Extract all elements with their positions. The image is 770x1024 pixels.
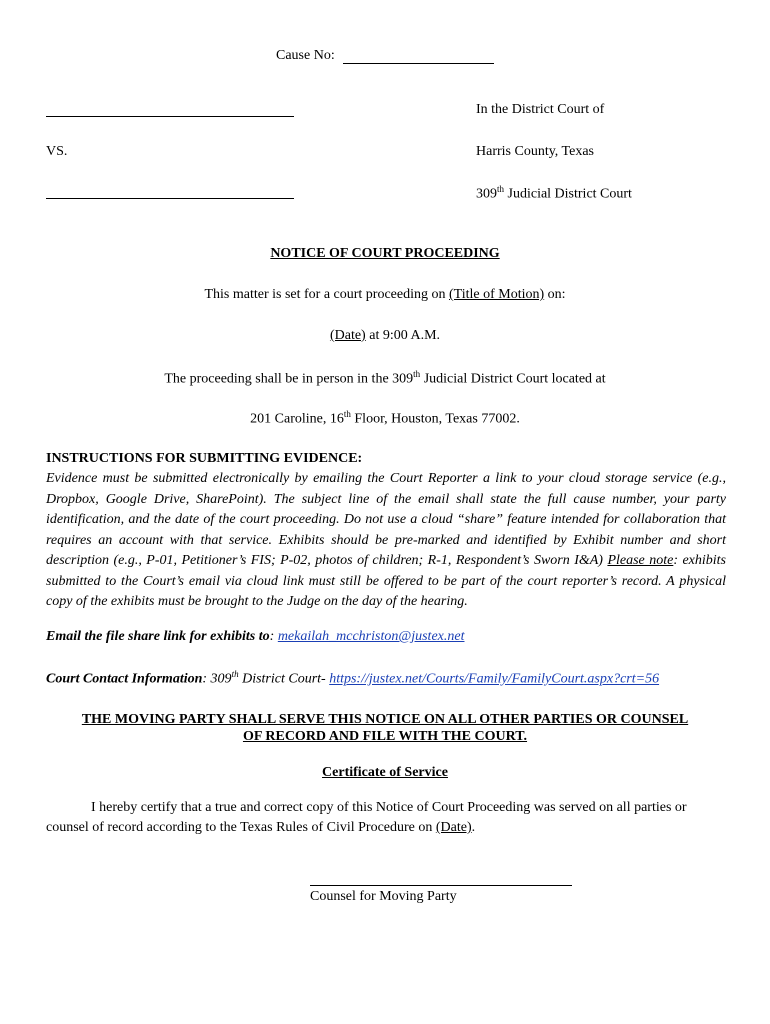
cause-number-label	[276, 48, 335, 65]
court-line-2: Harris County, Texas	[476, 144, 595, 159]
notice-line-3	[0, 369, 770, 388]
certificate-end: .	[471, 820, 476, 835]
cause-label-text: Cause No:	[276, 48, 335, 63]
contact-label: Court Contact Information	[46, 671, 203, 687]
serve-notice-line-1: THE MOVING PARTY SHALL SERVE THIS NOTICE ON ALL OTHER PARTIES OR COUNSEL	[81, 712, 689, 727]
email-label: Email the file share link for exhibits to	[46, 629, 270, 644]
court-line-1: In the District Court of	[476, 102, 605, 117]
signature-label: Counsel for Moving Party	[310, 889, 457, 904]
signature-line[interactable]	[310, 885, 572, 886]
certificate-text: I hereby certify that a true and correct copy of this Notice of Court Proceeding was served on all parties or counsel of record according to the Texas Rules of Civil Procedure on	[46, 800, 687, 835]
certificate-body	[46, 798, 726, 838]
contact-court-text: District Court-	[238, 671, 330, 687]
instructions-body	[46, 469, 726, 613]
court-website-link[interactable]: https://justex.net/Courts/Family/FamilyCourt.aspx?crt=56	[329, 671, 660, 687]
instructions-text-1: Evidence must be submitted electronically by emailing the Court Reporter a link to your cloud storage service (e.g., Dropbox, Google Drive, SharePoint). The subject line of the email shall state the full cause number, your party identification, and the date of the court proceeding. Do not use a cloud “share” feature intended for collaboration that requires an account with that service. Exhibits should be pre-marked and identified by Exhibit number and short description (e.g., P-01, Petitioner’s FIS; P-02, photos of children; R-1, Respondent’s Sworn I&A)	[46, 471, 726, 568]
court-line-3	[476, 184, 632, 203]
notice-line-1	[0, 287, 770, 304]
notice-time: at 9:00 A.M.	[365, 328, 441, 343]
certificate-date-field[interactable]: (Date)	[435, 820, 472, 835]
court-number-suffix: th	[497, 184, 505, 194]
respondent-blank[interactable]	[46, 198, 294, 199]
exhibit-email-link[interactable]: mekailah_mcchriston@justex.net	[277, 629, 465, 644]
address-floor-suffix: th	[343, 409, 351, 419]
contact-court-number: : 309	[202, 671, 232, 687]
cause-number-blank[interactable]	[343, 63, 494, 64]
title-of-motion-field[interactable]: (Title of Motion)	[449, 287, 545, 302]
address-text: 201 Caroline, 16	[250, 411, 344, 427]
notice-title: NOTICE OF COURT PROCEEDING	[270, 246, 500, 261]
instructions-heading: INSTRUCTIONS FOR SUBMITTING EVIDENCE:	[46, 451, 363, 466]
please-note-label: Please note	[607, 553, 674, 568]
notice-line-3-suffix: th	[413, 369, 421, 379]
date-field[interactable]: (Date)	[329, 328, 366, 343]
petitioner-blank[interactable]	[46, 116, 294, 117]
contact-court-suffix: th	[231, 669, 239, 679]
notice-line-3-text: The proceeding shall be in person in the 309	[164, 371, 414, 387]
email-line	[46, 629, 464, 646]
notice-line-2	[0, 328, 770, 345]
serve-notice-line-2: OF RECORD AND FILE WITH THE COURT.	[242, 729, 528, 744]
instructions-text-2: : exhibits submitted to the Court’s email via cloud link must still be offered to be part of the court reporter’s record. A physical copy of the exhibits must be brought to the Judge on the day of the hearing.	[46, 553, 726, 609]
certificate-title: Certificate of Service	[322, 765, 448, 780]
notice-line-3-end: Judicial District Court located at	[420, 371, 606, 387]
court-address	[0, 409, 770, 428]
notice-line-1-text: This matter is set for a court proceeding on	[204, 287, 449, 302]
versus-label: VS.	[46, 144, 68, 159]
notice-line-1-end: on:	[544, 287, 566, 302]
contact-line	[46, 669, 659, 688]
court-line-3-rest: Judicial District Court	[504, 186, 632, 202]
email-separator: :	[269, 629, 278, 644]
address-end: Floor, Houston, Texas 77002.	[350, 411, 520, 427]
court-number: 309	[476, 186, 497, 202]
